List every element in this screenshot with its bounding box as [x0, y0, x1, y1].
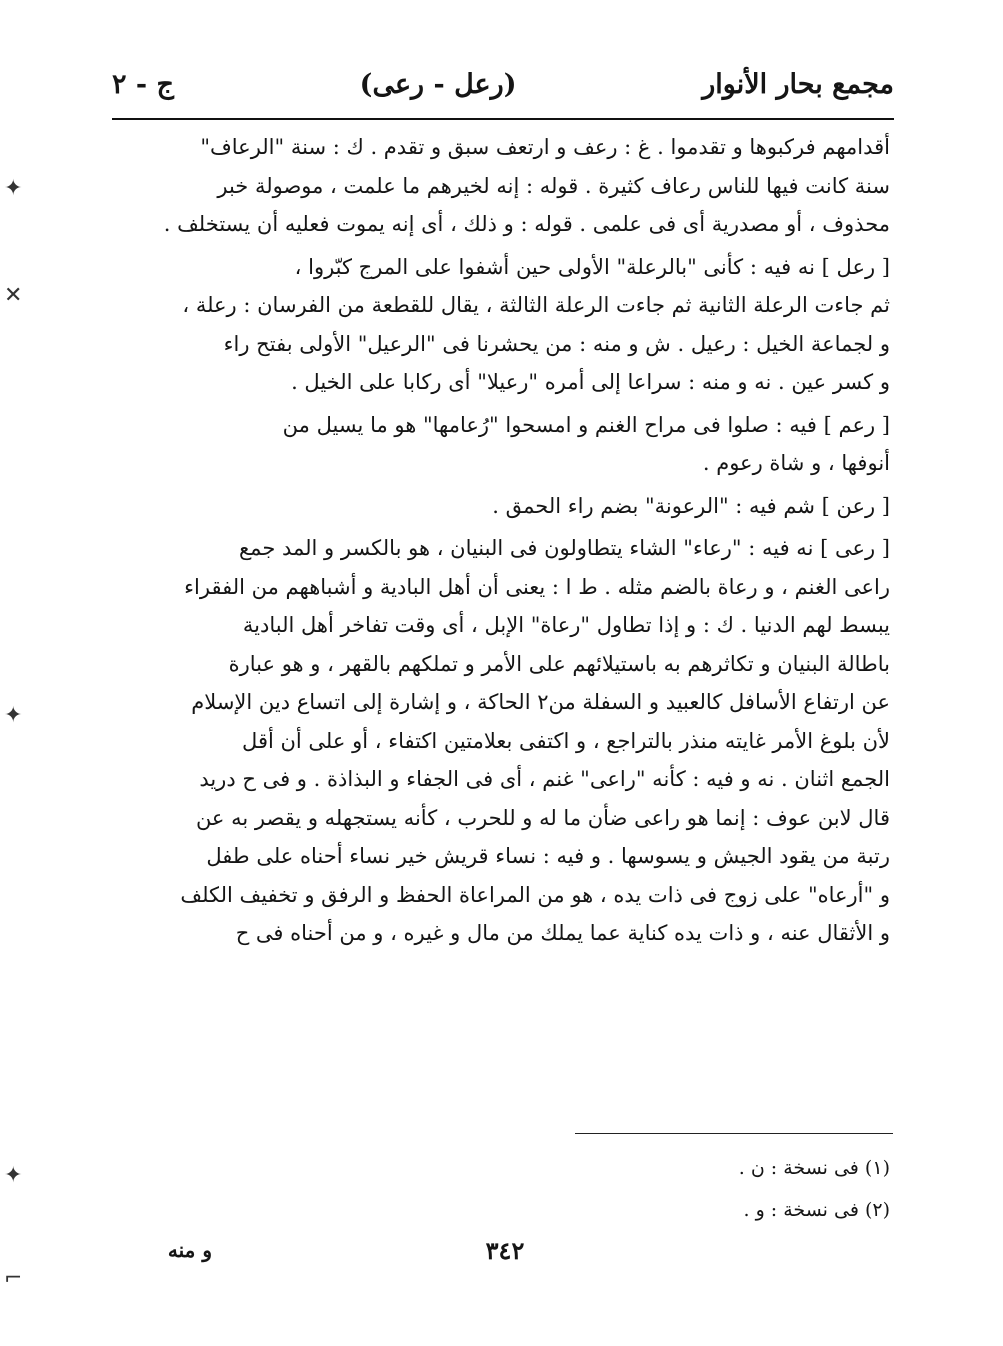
footnote-2: (٢) فى نسخة : و . — [743, 1199, 890, 1221]
text-line: يبسط لهم الدنيا . ك : و إذا تطاول "رعاة" الإبل ، أى وقت تفاخر أهل البادية — [242, 613, 890, 637]
text-line: [ رعم ] فيه : صلوا فى مراح الغنم و امسحوا "رُعامها" هو ما يسيل من — [282, 412, 890, 437]
footnote-1: (١) فى نسخة : ن . — [738, 1157, 890, 1179]
text-line: [ رعن ] شم فيه : "الرعونة" بضم راء الحمق . — [492, 493, 890, 518]
text-line: أقدامهم فركبوها و تقدموا . غ : رعف و ارتعف سبق و تقدم . ك : سنة "الرعاف" — [200, 135, 890, 159]
text-line: رتبة من يقود الجيش و يسوسها . و فيه : نساء قريش خير نساء أحناه على طفل — [206, 844, 890, 868]
text-line: باطالة البنيان و تكاثرهم به باستيلائهم على الأمر و تملكهم بالقهر ، و هو عبارة — [228, 651, 890, 676]
text-line: و لجماعة الخيل : رعيل . ش و منه : من يحشرنا فى "الرعيل" الأولى بفتح راء — [223, 331, 890, 356]
text-line: قال لابن عوف : إنما هو راعى ضأن ما له و للحرب ، كأنه يستجهله و يقصر به عن — [195, 805, 890, 830]
text-line: و كسر عين . نه و منه : سراعا إلى أمره "رعيلا" أى ركابا على الخيل . — [291, 370, 890, 394]
text-line: الجمع اثنان . نه و فيه : كأنه "راعى" غنم ، أى فى الجفاء و البذاذة . و فى ح دريد — [199, 767, 890, 791]
header-section: (رعل - رعى) — [359, 68, 517, 100]
text-line: و الأثقال عنه ، و ذات يده كناية عما يملك من مال و غيره ، و من أحناه فى ح — [235, 921, 890, 945]
header-volume: ج - ٢ — [112, 68, 174, 100]
footnotes — [560, 1147, 890, 1231]
running-header — [112, 62, 894, 106]
text-line: عن ارتفاع الأسافل كالعبيد و السفلة من٢ الحاكة ، و إشارة إلى اتساع دين الإسلام — [191, 690, 890, 714]
footnote-rule — [575, 1133, 893, 1134]
scan-mark-icon: ✦ — [4, 703, 23, 728]
header-rule — [112, 118, 894, 120]
text-line: [ رعى ] نه فيه : "رعاء" الشاء يتطاولون فى البنيان ، هو بالكسر و المد جمع — [239, 536, 890, 560]
text-line: لأن بلوغ الأمر غايته منذر بالتراجع ، و اكتفى بعلامتين اكتفاء ، أو على أن أقل — [242, 728, 890, 753]
text-line: ثم جاءت الرعلة الثانية ثم جاءت الرعلة الثالثة ، يقال للقطعة من الفرسان : رعلة ، — [182, 293, 890, 317]
text-line: أنوفها ، و شاة رعوم . — [702, 451, 890, 475]
scan-mark-icon: ⌐ — [4, 1266, 23, 1291]
text-line: راعى الغنم ، و رعاة بالضم مثله . ط ا : يعنى أن أهل البادية و أشباههم من الفقراء — [184, 574, 890, 599]
page-number: ٣٤٢ — [485, 1236, 525, 1265]
scan-mark-icon: ✕ — [4, 283, 23, 308]
text-line: محذوف ، أو مصدرية أى فى علمى . قوله : و ذلك ، أى إنه يموت فعليه أن يستخلف . — [163, 212, 890, 236]
header-title: مجمع بحار الأنوار — [702, 68, 894, 100]
scan-mark-icon: ✦ — [4, 1163, 23, 1188]
text-line: [ رعل ] نه فيه : كأنى "بالرعلة" الأولى حين أشفوا على المرج كبّروا ، — [294, 254, 890, 279]
text-line: و "أرعاه" على زوج فى ذات يده ، هو من المراعاة الحفظ و الرفق و تخفيف الكلف — [180, 882, 890, 907]
text-line: سنة كانت فيها للناس رعاف كثيرة . قوله : إنه لخيرهم ما علمت ، موصولة خبر — [217, 173, 890, 198]
catchword: و منه — [167, 1238, 212, 1262]
scan-mark-icon: ✦ — [4, 176, 23, 201]
main-text — [118, 128, 890, 953]
